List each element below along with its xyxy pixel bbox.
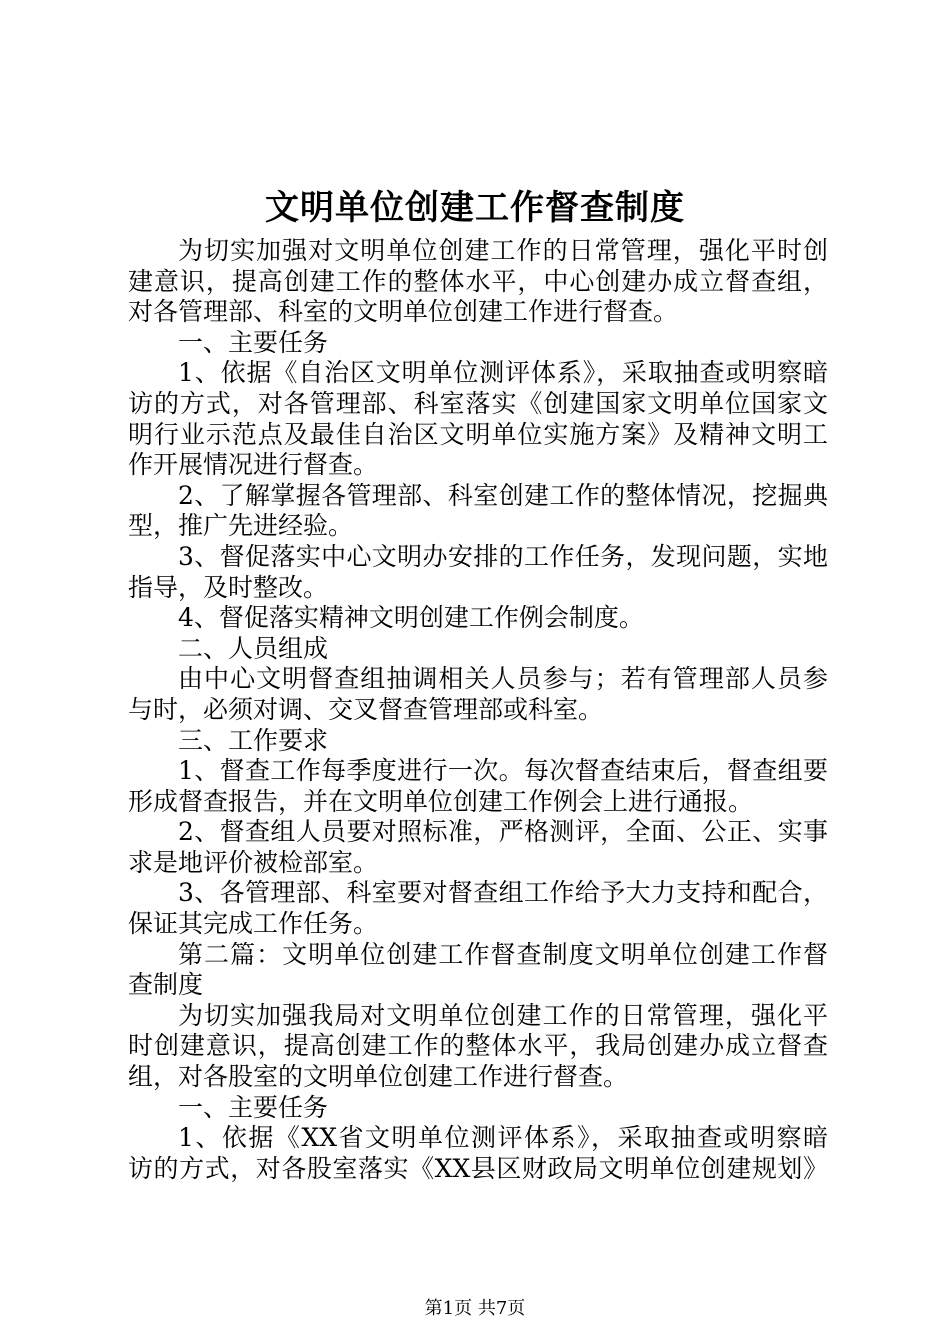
text-line: 形成督查报告，并在文明单位创建工作例会上进行通报。 bbox=[128, 786, 754, 816]
text-line: 三、工作要求 bbox=[178, 725, 329, 755]
text-line: 1、依据《自治区文明单位测评体系》，采取抽查或明察暗 bbox=[178, 358, 828, 388]
text-line: 指导，及时整改。 bbox=[128, 572, 329, 602]
text-line: 组，对各股室的文明单位创建工作进行督查。 bbox=[128, 1062, 629, 1092]
page-footer: 第1页 共7页 bbox=[424, 1298, 526, 1319]
text-line: 2、了解掌握各管理部、科室创建工作的整体情况，挖掘典 bbox=[178, 480, 828, 510]
text-line: 明行业示范点及最佳自治区文明单位实施方案》及精神文明工 bbox=[128, 419, 828, 449]
text-line: 由中心文明督查组抽调相关人员参与；若有管理部人员参 bbox=[178, 664, 828, 694]
text-line: 与时，必须对调、交叉督查管理部或科室。 bbox=[128, 694, 604, 724]
text-line: 1、督查工作每季度进行一次。每次督查结束后，督查组要 bbox=[178, 756, 828, 786]
text-line: 求是地评价被检部室。 bbox=[128, 847, 379, 877]
text-line: 3、督促落实中心文明办安排的工作任务，发现问题，实地 bbox=[178, 541, 828, 571]
text-line: 访的方式，对各股室落实《XX县区财政局文明单位创建规划》 bbox=[128, 1153, 828, 1183]
text-line: 4、督促落实精神文明创建工作例会制度。 bbox=[178, 603, 644, 633]
text-line: 为切实加强我局对文明单位创建工作的日常管理，强化平 bbox=[178, 1000, 828, 1030]
text-line: 一、主要任务 bbox=[178, 1092, 329, 1122]
text-line: 2、督查组人员要对照标准，严格测评，全面、公正、实事 bbox=[178, 817, 828, 847]
text-line: 一、主要任务 bbox=[178, 327, 329, 357]
text-line: 建意识，提高创建工作的整体水平，中心创建办成立督查组， bbox=[128, 266, 828, 296]
text-line: 3、各管理部、科室要对督查组工作给予大力支持和配合， bbox=[178, 878, 828, 908]
text-line: 时创建意识，提高创建工作的整体水平，我局创建办成立督查 bbox=[128, 1031, 828, 1061]
text-line: 为切实加强对文明单位创建工作的日常管理，强化平时创 bbox=[178, 236, 828, 265]
text-line: 型，推广先进经验。 bbox=[128, 511, 354, 541]
text-line: 二、人员组成 bbox=[178, 633, 329, 663]
text-line: 访的方式，对各管理部、科室落实《创建国家文明单位国家文 bbox=[128, 388, 828, 418]
text-line: 对各管理部、科室的文明单位创建工作进行督查。 bbox=[128, 297, 679, 327]
document-title: 文明单位创建工作督查制度 bbox=[265, 188, 685, 228]
document-body bbox=[128, 236, 828, 1184]
text-line: 保证其完成工作任务。 bbox=[128, 909, 379, 939]
text-line: 1、依据《XX省文明单位测评体系》，采取抽查或明察暗 bbox=[178, 1123, 828, 1153]
text-line: 查制度 bbox=[128, 970, 204, 1000]
text-line: 作开展情况进行督查。 bbox=[128, 450, 379, 480]
text-line: 第二篇：文明单位创建工作督查制度文明单位创建工作督 bbox=[178, 939, 828, 969]
